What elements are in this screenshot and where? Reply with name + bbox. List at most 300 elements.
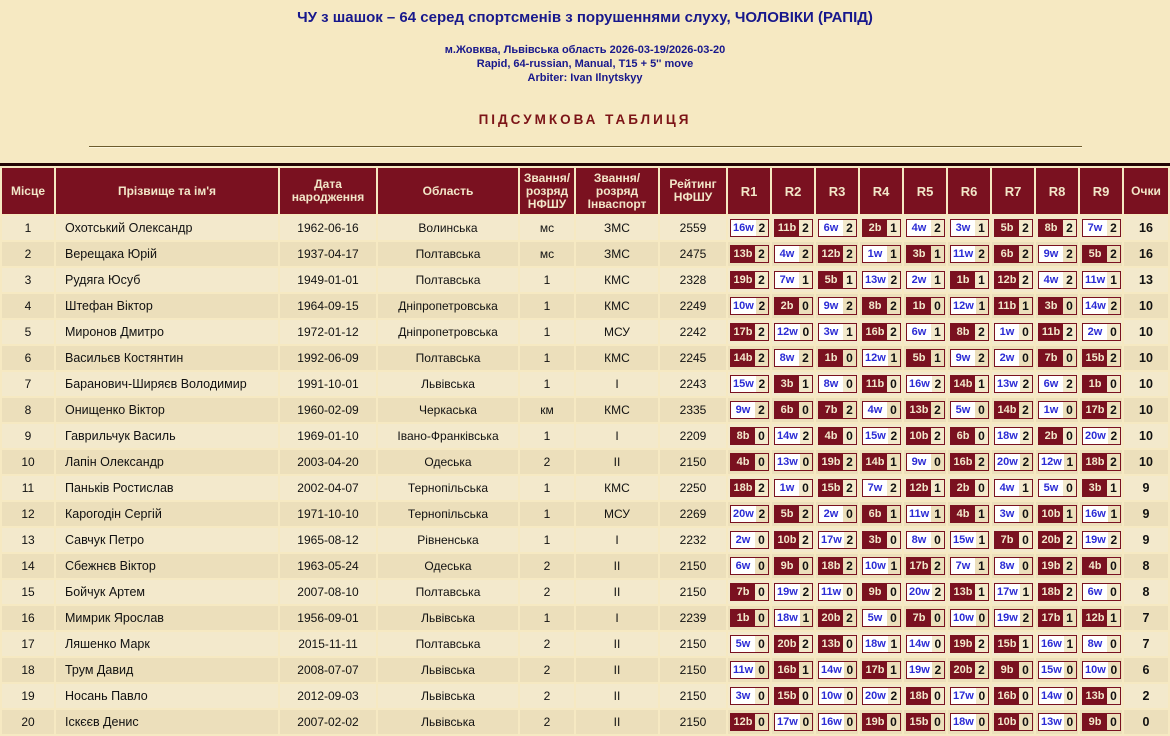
points-cell: 16	[1124, 242, 1168, 266]
game-result-box	[862, 661, 901, 679]
opponent-number: 8b	[863, 298, 887, 314]
opponent-number: 9w	[731, 402, 755, 418]
opponent-number: 11b	[1039, 324, 1063, 340]
game-result-box	[906, 349, 945, 367]
round-cell	[992, 580, 1034, 604]
col-header-round-6: R6	[948, 168, 990, 214]
game-score: 1	[802, 377, 809, 391]
game-result-box	[906, 297, 945, 315]
opponent-number: 10b	[1039, 506, 1063, 522]
game-result-box	[730, 427, 769, 445]
game-score: 2	[934, 663, 942, 677]
table-header-row	[2, 168, 1168, 214]
game-score: 1	[1022, 637, 1029, 651]
place-cell: 9	[2, 424, 54, 448]
rank-invasport-cell: II	[576, 450, 658, 474]
game-result-box	[862, 713, 901, 731]
game-result-box	[1038, 609, 1077, 627]
game-score: 2	[802, 247, 809, 261]
rank-nfshu-cell: км	[520, 398, 574, 422]
rank-nfshu-cell: 1	[520, 502, 574, 526]
game-result-box	[730, 323, 769, 341]
game-result-box	[1082, 401, 1121, 419]
round-cell	[992, 658, 1034, 682]
table-row	[2, 554, 1168, 578]
round-cell	[948, 450, 990, 474]
opponent-number: 19b	[863, 714, 887, 730]
round-cell	[992, 320, 1034, 344]
game-result-box	[950, 557, 989, 575]
game-score: 2	[846, 221, 853, 235]
rank-nfshu-cell: 2	[520, 554, 574, 578]
opponent-number: 8b	[1039, 220, 1063, 236]
opponent-number: 4b	[819, 428, 843, 444]
opponent-number: 3b	[1083, 480, 1107, 496]
round-cell	[1036, 476, 1078, 500]
round-cell	[904, 398, 946, 422]
game-result-box	[950, 635, 989, 653]
game-score: 1	[934, 325, 941, 339]
game-score: 0	[1110, 559, 1117, 573]
opponent-number: 17w	[997, 586, 1018, 598]
opponent-number: 14w	[777, 430, 798, 442]
opponent-number: 18b	[731, 480, 755, 496]
game-result-box	[950, 297, 989, 315]
game-score: 0	[934, 715, 941, 729]
round-cell	[860, 502, 902, 526]
player-name-cell: Карогодін Сергій	[56, 502, 278, 526]
opponent-number: 8w	[995, 558, 1019, 574]
rating-cell: 2242	[660, 320, 726, 344]
opponent-number: 3w	[995, 506, 1019, 522]
game-result-box	[994, 453, 1033, 471]
game-score: 2	[890, 481, 897, 495]
birth-date-cell: 2012-09-03	[280, 684, 376, 708]
game-result-box	[774, 687, 813, 705]
round-cell	[1080, 242, 1122, 266]
player-name-cell: Бойчук Артем	[56, 580, 278, 604]
game-result-box	[1082, 245, 1121, 263]
round-cell	[772, 580, 814, 604]
round-cell	[860, 658, 902, 682]
opponent-number: 19b	[951, 636, 975, 652]
rank-nfshu-cell: 2	[520, 580, 574, 604]
game-score: 0	[802, 689, 809, 703]
game-score: 2	[802, 429, 810, 443]
opponent-number: 14w	[821, 664, 842, 676]
opponent-number: 4b	[951, 506, 975, 522]
opponent-number: 17w	[777, 716, 798, 728]
game-result-box	[1082, 635, 1121, 653]
rank-invasport-cell: ЗМС	[576, 216, 658, 240]
game-result-box	[1082, 427, 1121, 445]
opponent-number: 18w	[777, 612, 798, 624]
game-result-box	[818, 297, 857, 315]
game-result-box	[906, 583, 945, 601]
game-score: 2	[758, 403, 765, 417]
game-score: 0	[934, 455, 941, 469]
round-cell	[948, 606, 990, 630]
opponent-number: 11w	[1085, 274, 1106, 286]
rank-nfshu-cell: 1	[520, 424, 574, 448]
round-cell	[816, 658, 858, 682]
game-result-box	[1038, 583, 1077, 601]
game-result-box	[774, 609, 813, 627]
round-cell	[1080, 294, 1122, 318]
region-cell: Львівська	[378, 710, 518, 734]
rank-invasport-cell: II	[576, 710, 658, 734]
opponent-number: 4b	[731, 454, 755, 470]
round-cell	[816, 320, 858, 344]
game-result-box	[1038, 297, 1077, 315]
place-cell: 6	[2, 346, 54, 370]
rank-nfshu-cell: 1	[520, 294, 574, 318]
game-result-box	[994, 713, 1033, 731]
game-score: 0	[846, 351, 853, 365]
game-score: 0	[890, 611, 897, 625]
game-result-box	[730, 219, 769, 237]
opponent-number: 17w	[953, 690, 974, 702]
round-cell	[1080, 476, 1122, 500]
opponent-number: 5w	[1039, 480, 1063, 496]
player-name-cell: Баранович-Ширяєв Володимир	[56, 372, 278, 396]
opponent-number: 6w	[1039, 376, 1063, 392]
round-cell	[992, 346, 1034, 370]
place-cell: 20	[2, 710, 54, 734]
opponent-number: 9b	[863, 584, 887, 600]
rating-cell: 2243	[660, 372, 726, 396]
opponent-number: 19b	[1039, 558, 1063, 574]
round-cell	[1036, 268, 1078, 292]
game-result-box	[950, 713, 989, 731]
game-score: 1	[934, 247, 941, 261]
game-score: 2	[802, 637, 809, 651]
game-result-box	[730, 297, 769, 315]
opponent-number: 9w	[907, 454, 931, 470]
game-score: 1	[1110, 481, 1117, 495]
game-result-box	[1038, 505, 1077, 523]
game-score: 2	[758, 351, 765, 365]
game-result-box	[950, 453, 989, 471]
rank-invasport-cell: II	[576, 632, 658, 656]
rating-cell: 2209	[660, 424, 726, 448]
game-score: 2	[1110, 351, 1117, 365]
place-cell: 13	[2, 528, 54, 552]
round-cell	[728, 320, 770, 344]
game-score: 1	[1066, 455, 1074, 469]
round-cell	[1080, 658, 1122, 682]
birth-date-cell: 2007-02-02	[280, 710, 376, 734]
game-score: 2	[802, 351, 809, 365]
game-score: 2	[846, 299, 853, 313]
game-result-box	[774, 271, 813, 289]
col-header-round-8: R8	[1036, 168, 1078, 214]
round-cell	[728, 346, 770, 370]
points-cell: 6	[1124, 658, 1168, 682]
game-result-box	[818, 375, 857, 393]
game-score: 0	[1066, 299, 1073, 313]
game-score: 1	[978, 377, 985, 391]
rank-nfshu-cell: 1	[520, 268, 574, 292]
game-result-box	[906, 401, 945, 419]
points-cell: 10	[1124, 320, 1168, 344]
opponent-number: 16w	[733, 222, 754, 234]
col-header-place: Місце	[2, 168, 54, 214]
game-score: 1	[1022, 585, 1030, 599]
game-result-box	[950, 505, 989, 523]
game-result-box	[1038, 661, 1077, 679]
round-cell	[1080, 424, 1122, 448]
game-result-box	[730, 557, 769, 575]
opponent-number: 19b	[819, 454, 843, 470]
game-score: 1	[890, 351, 898, 365]
opponent-number: 17w	[821, 534, 842, 546]
game-score: 2	[890, 273, 898, 287]
game-score: 0	[802, 715, 810, 729]
region-cell: Дніпропетровська	[378, 320, 518, 344]
game-result-box	[906, 713, 945, 731]
rating-cell: 2150	[660, 710, 726, 734]
game-score: 0	[802, 299, 809, 313]
round-cell	[992, 242, 1034, 266]
game-result-box	[818, 635, 857, 653]
game-score: 0	[846, 663, 854, 677]
opponent-number: 18w	[865, 638, 886, 650]
opponent-number: 6w	[907, 324, 931, 340]
game-score: 2	[1110, 455, 1117, 469]
round-cell	[860, 398, 902, 422]
opponent-number: 20w	[997, 456, 1018, 468]
game-result-box	[730, 375, 769, 393]
game-result-box	[1038, 219, 1077, 237]
opponent-number: 15w	[953, 534, 974, 546]
round-cell	[948, 346, 990, 370]
player-name-cell: Рудяга Юсуб	[56, 268, 278, 292]
opponent-number: 4w	[907, 220, 931, 236]
round-cell	[772, 606, 814, 630]
birth-date-cell: 1964-09-15	[280, 294, 376, 318]
game-score: 0	[1022, 559, 1029, 573]
region-cell: Рівненська	[378, 528, 518, 552]
rank-nfshu-cell: 1	[520, 476, 574, 500]
game-score: 1	[978, 299, 986, 313]
round-cell	[816, 450, 858, 474]
game-score: 2	[1110, 221, 1117, 235]
opponent-number: 2b	[951, 480, 975, 496]
game-result-box	[906, 219, 945, 237]
game-score: 2	[978, 637, 985, 651]
rating-cell: 2559	[660, 216, 726, 240]
birth-date-cell: 1962-06-16	[280, 216, 376, 240]
round-cell	[816, 632, 858, 656]
player-name-cell: Трум Давид	[56, 658, 278, 682]
rank-invasport-cell: МСУ	[576, 502, 658, 526]
game-score: 0	[758, 689, 765, 703]
table-row	[2, 684, 1168, 708]
game-score: 0	[758, 533, 765, 547]
opponent-number: 11w	[953, 248, 974, 260]
round-cell	[772, 554, 814, 578]
round-cell	[816, 476, 858, 500]
game-result-box	[906, 479, 945, 497]
game-result-box	[950, 609, 989, 627]
game-score: 2	[1066, 377, 1073, 391]
rank-invasport-cell: I	[576, 606, 658, 630]
game-result-box	[1082, 323, 1121, 341]
game-result-box	[862, 687, 901, 705]
round-cell	[992, 710, 1034, 734]
round-cell	[948, 632, 990, 656]
game-result-box	[1082, 479, 1121, 497]
player-name-cell: Васильєв Костянтин	[56, 346, 278, 370]
player-name-cell: Іскєєв Денис	[56, 710, 278, 734]
game-result-box	[818, 505, 857, 523]
round-cell	[904, 372, 946, 396]
game-result-box	[906, 375, 945, 393]
game-score: 1	[802, 273, 809, 287]
birth-date-cell: 1937-04-17	[280, 242, 376, 266]
round-cell	[948, 502, 990, 526]
round-cell	[728, 294, 770, 318]
game-result-box	[906, 427, 945, 445]
game-result-box	[994, 505, 1033, 523]
round-cell	[772, 450, 814, 474]
points-cell: 10	[1124, 294, 1168, 318]
game-result-box	[818, 323, 857, 341]
game-score: 1	[934, 273, 941, 287]
rank-nfshu-cell: 2	[520, 684, 574, 708]
game-score: 0	[1022, 533, 1029, 547]
opponent-number: 8b	[731, 428, 755, 444]
round-cell	[904, 554, 946, 578]
game-score: 1	[1066, 507, 1073, 521]
rank-invasport-cell: II	[576, 658, 658, 682]
game-result-box	[950, 531, 989, 549]
place-cell: 16	[2, 606, 54, 630]
round-cell	[904, 606, 946, 630]
round-cell	[1036, 554, 1078, 578]
opponent-number: 19b	[731, 272, 755, 288]
round-cell	[948, 684, 990, 708]
game-score: 1	[934, 507, 941, 521]
round-cell	[1036, 528, 1078, 552]
round-cell	[772, 502, 814, 526]
round-cell	[1080, 216, 1122, 240]
opponent-number: 6b	[995, 246, 1019, 262]
rating-cell: 2269	[660, 502, 726, 526]
game-score: 0	[1022, 351, 1029, 365]
game-result-box	[818, 401, 857, 419]
rating-cell: 2328	[660, 268, 726, 292]
points-cell: 8	[1124, 580, 1168, 604]
opponent-number: 6w	[1083, 584, 1107, 600]
round-cell	[992, 268, 1034, 292]
round-cell	[904, 580, 946, 604]
round-cell	[816, 606, 858, 630]
col-header-round-5: R5	[904, 168, 946, 214]
region-cell: Львівська	[378, 658, 518, 682]
round-cell	[904, 294, 946, 318]
round-cell	[948, 424, 990, 448]
round-cell	[728, 606, 770, 630]
game-result-box	[862, 609, 901, 627]
game-result-box	[774, 219, 813, 237]
round-cell	[992, 606, 1034, 630]
rating-cell: 2150	[660, 632, 726, 656]
region-cell: Львівська	[378, 606, 518, 630]
game-score: 0	[1110, 663, 1118, 677]
game-result-box	[1038, 687, 1077, 705]
opponent-number: 17b	[1039, 610, 1063, 626]
game-result-box	[1038, 401, 1077, 419]
game-result-box	[862, 375, 901, 393]
game-result-box	[818, 687, 857, 705]
opponent-number: 2w	[995, 350, 1019, 366]
game-result-box	[1038, 531, 1077, 549]
birth-date-cell: 1965-08-12	[280, 528, 376, 552]
round-cell	[992, 684, 1034, 708]
round-cell	[772, 684, 814, 708]
round-cell	[1080, 372, 1122, 396]
opponent-number: 1b	[1083, 376, 1107, 392]
round-cell	[1036, 242, 1078, 266]
game-score: 1	[978, 559, 985, 573]
opponent-number: 12b	[1083, 610, 1107, 626]
opponent-number: 18w	[953, 716, 974, 728]
region-cell: Дніпропетровська	[378, 294, 518, 318]
col-header-birth: Дата народження	[280, 168, 376, 214]
round-cell	[948, 554, 990, 578]
region-cell: Полтавська	[378, 268, 518, 292]
game-result-box	[906, 505, 945, 523]
birth-date-cell: 1971-10-10	[280, 502, 376, 526]
rank-nfshu-cell: 2	[520, 632, 574, 656]
points-cell: 10	[1124, 346, 1168, 370]
birth-date-cell: 1960-02-09	[280, 398, 376, 422]
game-score: 0	[934, 533, 941, 547]
game-result-box	[1082, 505, 1121, 523]
game-score: 0	[1066, 689, 1074, 703]
opponent-number: 1w	[863, 246, 887, 262]
game-result-box	[906, 323, 945, 341]
game-result-box	[730, 271, 769, 289]
round-cell	[948, 216, 990, 240]
region-cell: Львівська	[378, 684, 518, 708]
round-cell	[860, 528, 902, 552]
round-cell	[728, 502, 770, 526]
player-name-cell: Мимрик Ярослав	[56, 606, 278, 630]
birth-date-cell: 1969-01-10	[280, 424, 376, 448]
opponent-number: 19w	[777, 586, 798, 598]
game-score: 2	[802, 507, 809, 521]
round-cell	[948, 268, 990, 292]
table-row	[2, 632, 1168, 656]
opponent-number: 16b	[863, 324, 887, 340]
round-cell	[728, 242, 770, 266]
game-score: 1	[978, 273, 985, 287]
points-cell: 10	[1124, 372, 1168, 396]
game-result-box	[1082, 219, 1121, 237]
game-result-box	[862, 349, 901, 367]
game-result-box	[862, 323, 901, 341]
rank-invasport-cell: II	[576, 554, 658, 578]
game-score: 2	[1022, 377, 1030, 391]
opponent-number: 2b	[1039, 428, 1063, 444]
game-result-box	[862, 297, 901, 315]
round-cell	[992, 528, 1034, 552]
game-score: 2	[1022, 247, 1029, 261]
round-cell	[772, 398, 814, 422]
